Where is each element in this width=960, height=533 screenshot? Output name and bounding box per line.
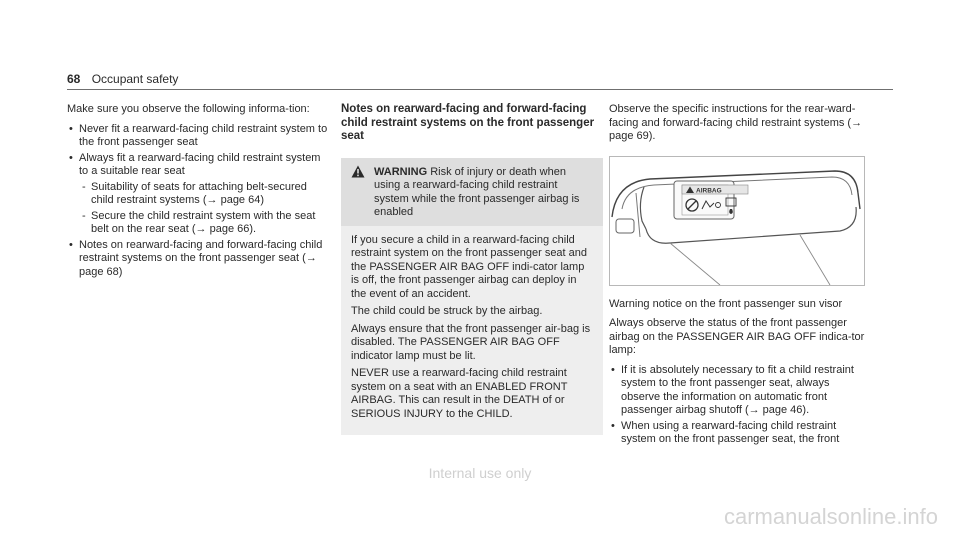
list-item-text: Always fit a rearward-facing child restraint system to a suitable rear seat (79, 151, 321, 177)
section-heading: Notes on rearward-facing and forward-facing child restraint systems on the front passenger seat (341, 103, 595, 142)
intro-text: Observe the specific instructions for the rear-ward-facing and forward-facing child restraint systems (→ page 69). (609, 103, 863, 142)
list-item: • Notes on rearward-facing and forward-facing child restraint systems on the front passenger seat (→ page 68) (67, 239, 329, 280)
header-rule (67, 89, 893, 90)
warning-paragraph: NEVER use a rearward-facing child restraint system on a seat with an ENABLED FRONT AIRBAG. This can result in the DEATH of or SERIOUS INJURY to the CHILD. (351, 367, 568, 420)
page-header (67, 72, 178, 86)
warning-label: WARNING (374, 165, 428, 178)
watermark: Internal use only (428, 465, 532, 481)
column-3 (609, 103, 871, 449)
column-2 (341, 103, 603, 435)
warning-title: Risk of injury or death when using a rearward-facing child restraint system while the front passenger airbag is enabled (374, 165, 580, 218)
sub-list-item: - Secure the child restraint system with the seat belt on the rear seat (→ page 66). (79, 210, 329, 237)
bullet-list (609, 364, 871, 447)
page-number: 68 (67, 72, 81, 86)
airbag-label: AIRBAG (696, 187, 722, 194)
figure-caption: Warning notice on the front passenger sun visor (609, 297, 843, 310)
sun-visor-figure (609, 156, 865, 286)
column-1 (67, 103, 329, 281)
list-item (67, 152, 329, 237)
sun-visor-illustration (610, 157, 864, 285)
warning-paragraph: Always ensure that the front passenger air-bag is disabled. The PASSENGER AIR BAG OFF indicator lamp must be lit. (351, 322, 591, 362)
intro-text: Make sure you observe the following informa-tion: (67, 103, 310, 115)
warning-paragraph: If you secure a child in a rearward-facing child restraint system on the front passenger seat and the PASSENGER AIR BAG OFF indi-cator lamp is off, the front passenger airbag can deploy in the event of an accident. (351, 233, 588, 300)
bullet-list (67, 123, 329, 280)
warning-text (351, 166, 593, 220)
body-paragraph: Always observe the status of the front passenger airbag on the PASSENGER AIR BAG OFF indica-tor lamp: (609, 317, 865, 356)
site-watermark: carmanualsonline.info (723, 504, 938, 529)
list-item: • When using a rearward-facing child restraint system on the front passenger seat, the front (609, 420, 871, 447)
sub-list (79, 181, 329, 237)
warning-triangle-icon (351, 165, 365, 178)
section-title: Occupant safety (91, 72, 179, 86)
warning-header (341, 158, 603, 226)
warning-body (341, 226, 603, 436)
list-item: • Never fit a rearward-facing child restraint system to the front passenger seat (67, 123, 329, 150)
list-item: • If it is absolutely necessary to fit a child restraint system to the front passenger seat, always observe the information on automatic front passenger airbag shutoff (→ page 46). (609, 364, 871, 418)
sub-list-item: - Suitability of seats for attaching belt-secured child restraint systems (→ page 64) (79, 181, 329, 208)
warning-paragraph: The child could be struck by the airbag. (351, 305, 543, 317)
warning-box (341, 158, 603, 436)
